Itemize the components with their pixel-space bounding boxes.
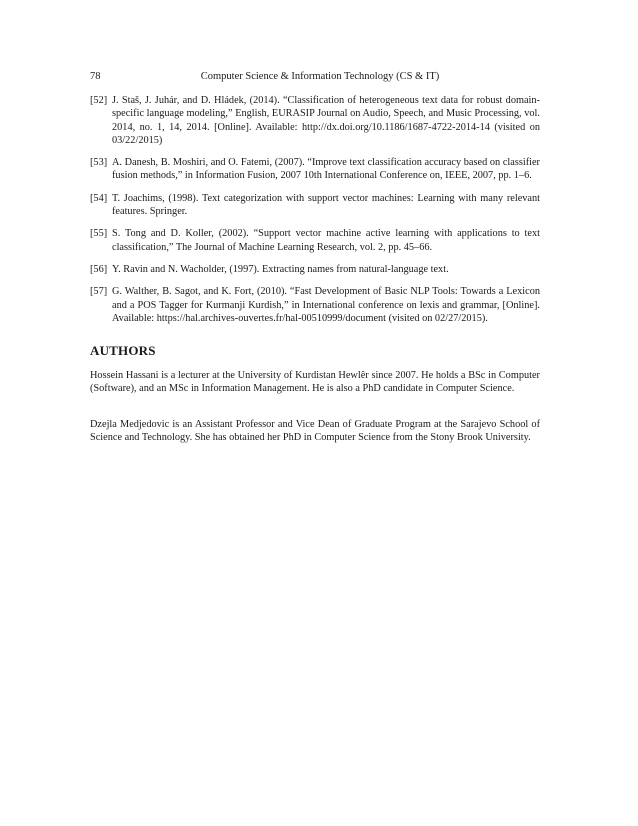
- reference-text: J. Staš, J. Juhár, and D. Hládek, (2014). “Classification of heterogeneous text data for robust domain-specific language modeling,” English, EURASIP Journal on Audio, Speech, and Music Processing, vol. 2014, no. 1, 14, 2014. [Online]. Available: http://dx.doi.org/10.1186/1687-4722-2014-14 (visited on 03/22/2015): [112, 95, 540, 146]
- author-bio: Hossein Hassani is a lecturer at the University of Kurdistan Hewlêr since 2007. He holds a BSc in Computer (Software), and an MSc in Information Management. He is also a PhD candidate in Computer Science.: [90, 370, 540, 395]
- reference-text: G. Walther, B. Sagot, and K. Fort, (2010). “Fast Development of Basic NLP Tools: Towards a Lexicon and a POS Tagger for Kurmanji Kurdish,” in International conference on lexis and grammar, [Online]. Available: https://hal.archives-ouvertes.fr/hal-00510999/document (visited on 02/27/2015).: [112, 286, 540, 324]
- reference-item: [90, 192, 540, 219]
- authors-heading: AUTHORS: [90, 343, 156, 358]
- reference-item: [90, 227, 540, 254]
- reference-item: [90, 156, 540, 183]
- reference-list: [90, 94, 540, 334]
- reference-number: [57]: [90, 286, 108, 298]
- reference-number: [53]: [90, 157, 108, 169]
- page-number: 78: [90, 71, 101, 82]
- reference-item: [90, 263, 540, 276]
- reference-number: [52]: [90, 95, 108, 106]
- journal-title: Computer Science & Information Technology (CS & IT): [200, 71, 440, 82]
- reference-text: A. Danesh, B. Moshiri, and O. Fatemi, (2007). “Improve text classification accuracy based on classifier fusion methods,” in Information Fusion, 2007 10th International Conference on, IEEE, 2007, pp. 1–6.: [112, 157, 540, 182]
- reference-item: [90, 285, 540, 325]
- reference-number: [56]: [90, 263, 108, 275]
- reference-number: [54]: [90, 192, 108, 204]
- running-header: [90, 70, 550, 84]
- reference-text: S. Tong and D. Koller, (2002). “Support vector machine active learning with applications to text classification,” The Journal of Machine Learning Research, vol. 2, pp. 45–66.: [112, 228, 540, 253]
- author-bio: Dzejla Medjedovic is an Assistant Professor and Vice Dean of Graduate Program at the Sarajevo School of Science and Technology. She has obtained her PhD in Computer Science from the Stony Brook University.: [90, 419, 540, 444]
- reference-text: Y. Ravin and N. Wacholder, (1997). Extracting names from natural-language text.: [112, 263, 449, 275]
- reference-item: [90, 94, 540, 147]
- reference-text: T. Joachims, (1998). Text categorization with support vector machines: Learning with many relevant features. Springer.: [112, 192, 540, 218]
- reference-number: [55]: [90, 228, 108, 240]
